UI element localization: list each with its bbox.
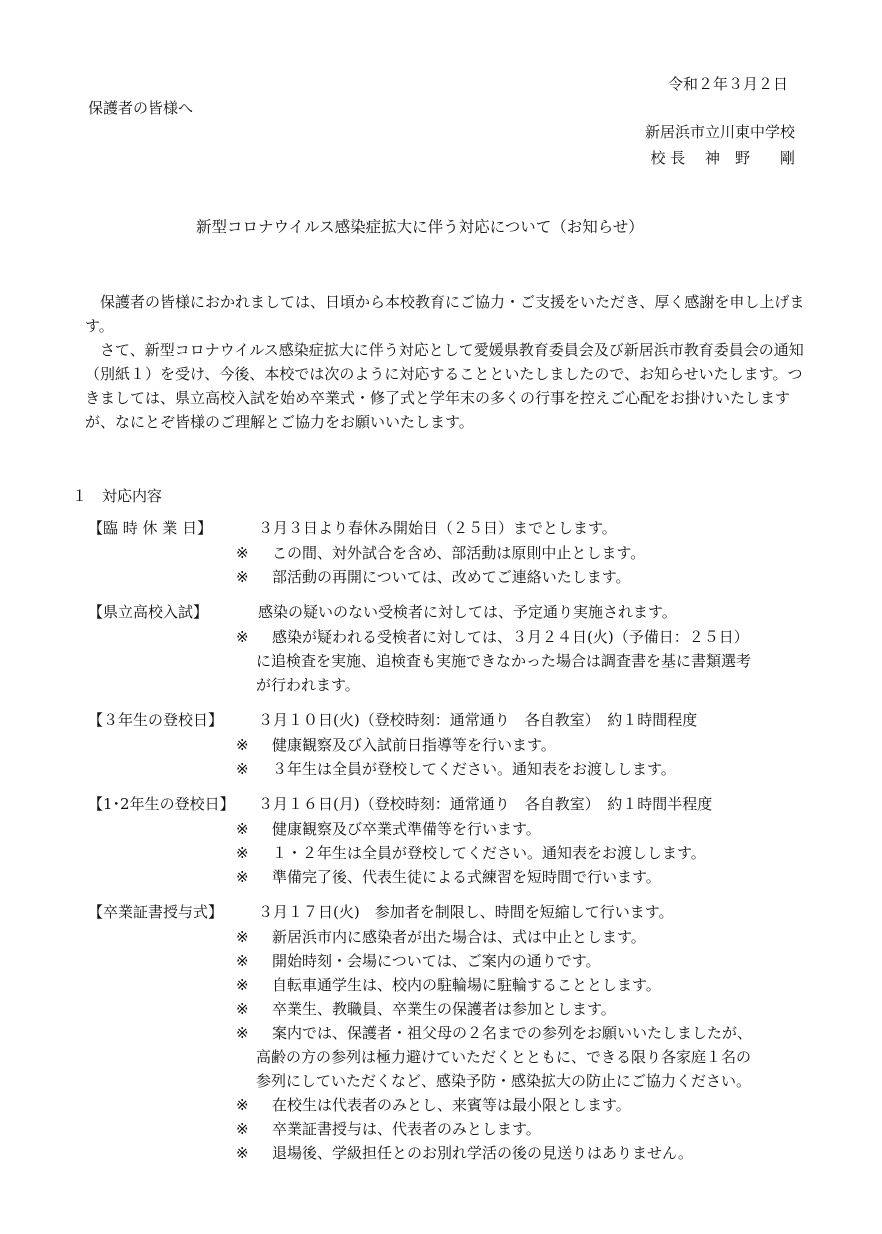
note-mark: ※: [236, 952, 249, 970]
note-text: 新居浜市内に感染者が出た場合は、式は中止とします。: [272, 928, 646, 946]
intro-paragraph-1: 保護者の皆様におかれましては、日頃から本校教育にご協力・ご支援をいただき、厚く感謝を申し上げます。: [85, 293, 805, 335]
note-text: 感染が疑われる受検者に対しては、３月２４日(火)（予備日：２５日）: [272, 628, 749, 646]
note-mark: ※: [236, 820, 249, 838]
note: [236, 760, 676, 778]
item-main-entrance-exam: 感染の疑いのない受検者に対しては、予定通り実施されます。: [258, 603, 677, 621]
item-main-grade12-school-day: ３月１６日(月)（登校時刻：通常通り 各自教室） 約１時間半程度: [258, 795, 713, 813]
note-continuation: 高齢の方の参列は極力避けていただくとともに、できる限り各家庭１名の: [256, 1048, 752, 1066]
item-label-entrance-exam: 【県立高校入試】: [88, 603, 209, 621]
note-mark: ※: [236, 928, 249, 946]
note-text: 準備完了後、代表生徒による式練習を短時間で行います。: [272, 868, 661, 886]
note-text: 退場後、学級担任とのお別れ学活の後の見送りはありません。: [272, 1144, 693, 1162]
note-mark: ※: [236, 844, 249, 862]
note: [236, 1000, 616, 1018]
note: [236, 568, 631, 586]
note-text: 在校生は代表者のみとし、来賓等は最小限とします。: [272, 1096, 631, 1114]
item-label-temporary-closure: 【臨 時 休 業 日】: [88, 519, 213, 537]
school-name: 新居浜市立川東中学校: [644, 123, 795, 141]
note: [236, 1120, 541, 1138]
note-mark: ※: [236, 628, 249, 646]
note-mark: ※: [236, 1120, 249, 1138]
note-mark: ※: [236, 1000, 249, 1018]
note: [236, 544, 645, 562]
note: [236, 928, 646, 946]
note-text: 健康観察及び卒業式準備等を行います。: [272, 820, 541, 838]
item-main-graduation-ceremony: ３月１７日(火) 参加者を制限し、時間を短縮して行います。: [258, 903, 674, 921]
note: [236, 952, 601, 970]
note-text: 部活動の再開については、改めてご連絡いたします。: [272, 568, 631, 586]
note: [236, 1024, 752, 1042]
note-text: １・２年生は全員が登校してください。通知表をお渡しします。: [272, 844, 706, 862]
intro-paragraph-2: さて、新型コロナウイルス感染症拡大に伴う対応として愛媛県教育委員会及び新居浜市教育委員会の通知（別紙１）を受け、今後、本校では次のように対応することといたしましたので、お知らせいたします。つきましては、県立高校入試を始め卒業式・修了式と学年末の多くの行事を控えご心配をお掛けいたしますが、なにとぞ皆様のご理解とご協力をお願いいたします。: [85, 341, 804, 431]
note: [236, 820, 541, 838]
item-label-grade3-school-day: 【３年生の登校日】: [88, 711, 224, 729]
note-mark: ※: [236, 1144, 249, 1162]
note: [236, 736, 556, 754]
note-text: 開始時刻・会場については、ご案内の通りです。: [272, 952, 601, 970]
note-mark: ※: [236, 568, 249, 586]
note-text: 案内では、保護者・祖父母の２名までの参列をお願いいたしましたが、: [272, 1024, 753, 1042]
note-mark: ※: [236, 544, 249, 562]
note-continuation: に追検査を実施、追検査も実施できなかった場合は調査書を基に書類選考: [256, 652, 752, 670]
note: [236, 868, 661, 886]
note-mark: ※: [236, 976, 249, 994]
section-heading: １ 対応内容: [72, 487, 163, 505]
note-mark: ※: [236, 868, 249, 886]
note: [236, 628, 749, 646]
item-main-grade3-school-day: ３月１０日(火)（登校時刻：通常通り 各自教室） 約１時間程度: [258, 711, 698, 729]
note-text: この間、対外試合を含め、部活動は原則中止とします。: [272, 544, 646, 562]
note-continuation: が行われます。: [256, 676, 360, 694]
note: [236, 844, 706, 862]
note-mark: ※: [236, 736, 249, 754]
note-mark: ※: [236, 1024, 249, 1042]
note: [236, 1144, 693, 1162]
note-mark: ※: [236, 1096, 249, 1114]
item-label-graduation-ceremony: 【卒業証書授与式】: [88, 903, 224, 921]
note-text: ３年生は全員が登校してください。通知表をお渡しします。: [272, 760, 676, 778]
item-label-grade12-school-day: 【1･2年生の登校日】: [88, 795, 235, 813]
note-text: 健康観察及び入試前日指導等を行います。: [272, 736, 556, 754]
note: [236, 976, 661, 994]
note-text: 自転車通学生は、校内の駐輪場に駐輪することとします。: [272, 976, 661, 994]
note-continuation: 参列にしていただくなど、感染予防・感染拡大の防止にご協力ください。: [256, 1072, 752, 1090]
note-mark: ※: [236, 760, 249, 778]
addressee: 保護者の皆様へ: [88, 99, 194, 117]
document-date: 令和２年３月２日: [667, 75, 788, 93]
item-main-temporary-closure: ３月３日より春休み開始日（２５日）までとします。: [258, 519, 617, 537]
principal-name: 校 長 神 野 剛: [650, 149, 795, 167]
note-text: 卒業証書授与は、代表者のみとします。: [272, 1120, 541, 1138]
document-title: 新型コロナウイルス感染症拡大に伴う対応について（お知らせ）: [196, 218, 644, 236]
note-text: 卒業生、教職員、卒業生の保護者は参加とします。: [272, 1000, 616, 1018]
note: [236, 1096, 631, 1114]
